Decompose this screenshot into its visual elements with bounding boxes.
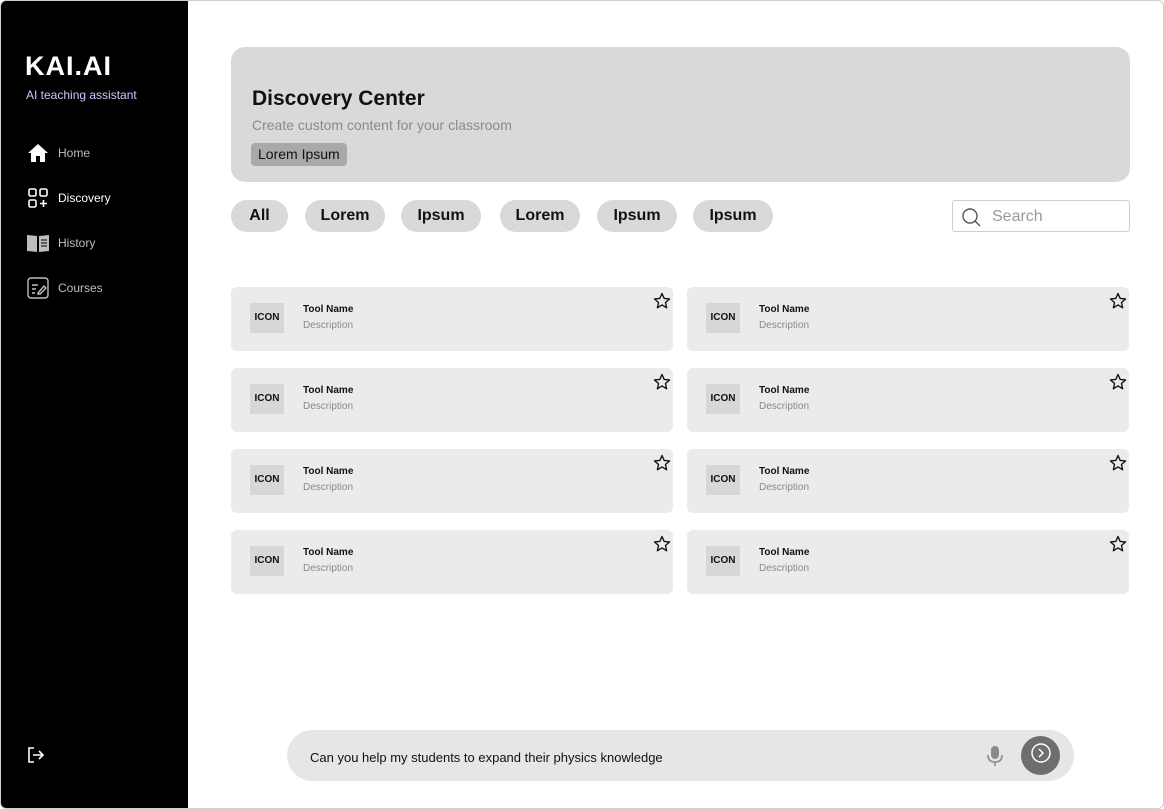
- page-subtitle: Create custom content for your classroom: [252, 117, 512, 133]
- sidebar-item-label: Courses: [58, 281, 103, 295]
- tool-icon: ICON: [250, 546, 284, 576]
- tool-card[interactable]: [687, 368, 1129, 432]
- star-icon[interactable]: [1109, 454, 1127, 472]
- sidebar-item-discovery[interactable]: [26, 186, 111, 210]
- sidebar: [1, 1, 188, 808]
- tool-icon: ICON: [250, 384, 284, 414]
- tool-name: Tool Name: [759, 547, 810, 558]
- edit-note-icon: [26, 276, 50, 300]
- filter-chip[interactable]: Lorem: [305, 200, 385, 232]
- tool-description: Description: [303, 482, 354, 493]
- tool-description: Description: [303, 563, 354, 574]
- tool-icon: ICON: [706, 303, 740, 333]
- filter-chip[interactable]: Ipsum: [693, 200, 773, 232]
- star-icon[interactable]: [653, 454, 671, 472]
- sidebar-item-courses[interactable]: [26, 276, 103, 300]
- star-icon[interactable]: [1109, 292, 1127, 310]
- tool-name: Tool Name: [303, 547, 354, 558]
- star-icon[interactable]: [1109, 535, 1127, 553]
- tool-card[interactable]: [687, 287, 1129, 351]
- sidebar-item-history[interactable]: [26, 231, 95, 255]
- search-input[interactable]: [990, 205, 1124, 229]
- discovery-banner: [231, 47, 1130, 182]
- tool-description: Description: [759, 563, 810, 574]
- tool-icon: ICON: [250, 303, 284, 333]
- tool-name: Tool Name: [303, 304, 354, 315]
- filter-chip-all[interactable]: All: [231, 200, 288, 232]
- chat-input-bar[interactable]: [287, 730, 1074, 781]
- filter-chip[interactable]: Ipsum: [597, 200, 677, 232]
- sidebar-item-label: Discovery: [58, 191, 111, 205]
- tool-name: Tool Name: [759, 385, 810, 396]
- sidebar-item-label: Home: [58, 146, 91, 160]
- banner-tag[interactable]: Lorem Ipsum: [251, 143, 347, 166]
- tool-name: Tool Name: [303, 385, 354, 396]
- tool-icon: ICON: [706, 546, 740, 576]
- app-tagline: AI teaching assistant: [26, 88, 137, 102]
- filter-chip[interactable]: Lorem: [500, 200, 580, 232]
- tool-card[interactable]: [687, 449, 1129, 513]
- sidebar-item-home[interactable]: [26, 141, 90, 165]
- microphone-icon[interactable]: [987, 745, 1003, 767]
- search-icon: [961, 207, 981, 227]
- tool-name: Tool Name: [759, 466, 810, 477]
- tool-description: Description: [303, 401, 354, 412]
- tool-name: Tool Name: [303, 466, 354, 477]
- tool-description: Description: [759, 482, 810, 493]
- tool-card[interactable]: [231, 449, 673, 513]
- page-title: Discovery Center: [252, 87, 425, 110]
- home-icon: [26, 141, 50, 165]
- star-icon[interactable]: [653, 373, 671, 391]
- tool-card[interactable]: [231, 368, 673, 432]
- tool-description: Description: [759, 320, 810, 331]
- star-icon[interactable]: [653, 535, 671, 553]
- send-button[interactable]: [1021, 736, 1060, 775]
- chevron-right-circle-icon: [1030, 742, 1052, 769]
- tool-icon: ICON: [706, 384, 740, 414]
- star-icon[interactable]: [653, 292, 671, 310]
- filter-chip[interactable]: Ipsum: [401, 200, 481, 232]
- tool-name: Tool Name: [759, 304, 810, 315]
- tool-icon: ICON: [250, 465, 284, 495]
- tool-card[interactable]: [231, 287, 673, 351]
- search-box[interactable]: [952, 200, 1130, 232]
- tool-card[interactable]: [687, 530, 1129, 594]
- chat-message[interactable]: Can you help my students to expand their physics knowledge: [310, 750, 663, 765]
- star-icon[interactable]: [1109, 373, 1127, 391]
- tool-description: Description: [303, 320, 354, 331]
- logout-icon[interactable]: [26, 745, 46, 765]
- tool-icon: ICON: [706, 465, 740, 495]
- book-icon: [26, 231, 50, 255]
- sidebar-item-label: History: [58, 236, 96, 250]
- grid-plus-icon: [26, 186, 50, 210]
- tool-card[interactable]: [231, 530, 673, 594]
- app-logo: KAI.AI: [25, 51, 112, 81]
- tool-description: Description: [759, 401, 810, 412]
